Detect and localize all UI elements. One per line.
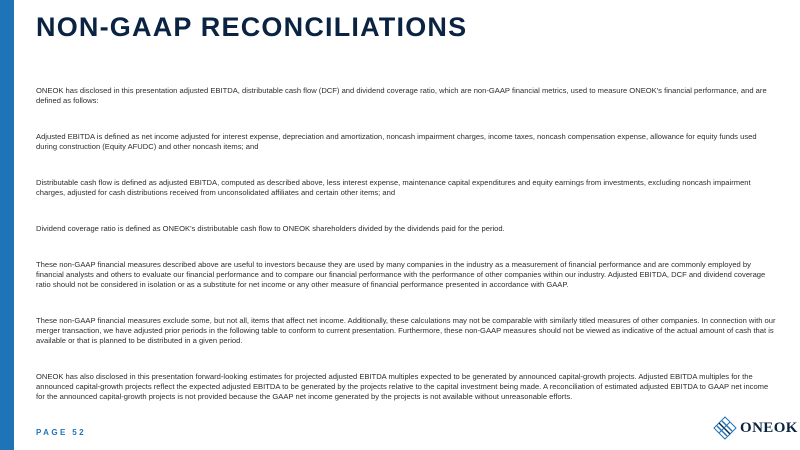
page-number: PAGE 52 [36,428,86,437]
paragraph-forward-looking: ONEOK has also disclosed in this presentation forward-looking estimates for projected adjusted EBITDA multiples expected to be generated by announced capital-growth projects. Adjusted EBITDA multiples for the announced capital-growth projects reflect the expected adjusted EBITDA to be generated by the projects relative to the capital investment being made. A reconciliation of estimated adjusted EBITDA to GAAP net income for the announced capital-growth projects is not provided because the GAAP net income generated by the projects is not available without unreasonable efforts. [36,372,769,401]
page-title: NON-GAAP RECONCILIATIONS [36,12,468,42]
paragraph-intro: ONEOK has disclosed in this presentation adjusted EBITDA, distributable cash flow (DCF) and dividend coverage ratio, which are non-GAAP financial metrics, used to measure ONEOK's financial performance, and are defined as follows: [36,86,767,105]
paragraph-adjusted-ebitda: Adjusted EBITDA is defined as net income adjusted for interest expense, depreciation and amortization, noncash impairment charges, income taxes, noncash compensation expense, allowance for equity funds used during construction (Equity AFUDC) and other noncash items; and [36,132,757,151]
paragraph-usefulness: These non-GAAP financial measures described above are useful to investors because they are used by many companies in the industry as a measurement of financial performance and are commonly employed by financial analysts and others to evaluate our financial performance and to compare our financial performance with the performance of other companies within our industry. Adjusted EBITDA, DCF and dividend coverage ratio should not be considered in isolation or as a substitute for net income or any other measure of financial performance presented in accordance with GAAP. [36,260,766,289]
body-content [36,86,776,428]
logo-wordmark: ONEOK [740,419,798,436]
paragraph-dividend-coverage: Dividend coverage ratio is defined as ONEOK's distributable cash flow to ONEOK shareholders divided by the dividends paid for the period. [36,224,505,233]
left-accent-bar [0,0,14,450]
paragraph-exclusions: These non-GAAP financial measures exclude some, but not all, items that affect net income. Additionally, these calculations may not be comparable with similarly titled measures of other companies. In connection with our merger transaction, we have adjusted prior periods in the following table to conform to current presentation. Furthermore, these non-GAAP measures should not be viewed as indicative of the actual amount of cash that is available or that is planned to be distributed in a given period. [36,316,776,345]
paragraph-distributable-cash-flow: Distributable cash flow is defined as adjusted EBITDA, computed as described above, less interest expense, maintenance capital expenditures and equity earnings from investments, excluding noncash impairment charges, adjusted for cash distributions received from unconsolidated affiliates and certain other items; and [36,178,751,197]
oneok-logo [713,416,798,440]
oneok-diamond-logo-icon [713,416,737,440]
